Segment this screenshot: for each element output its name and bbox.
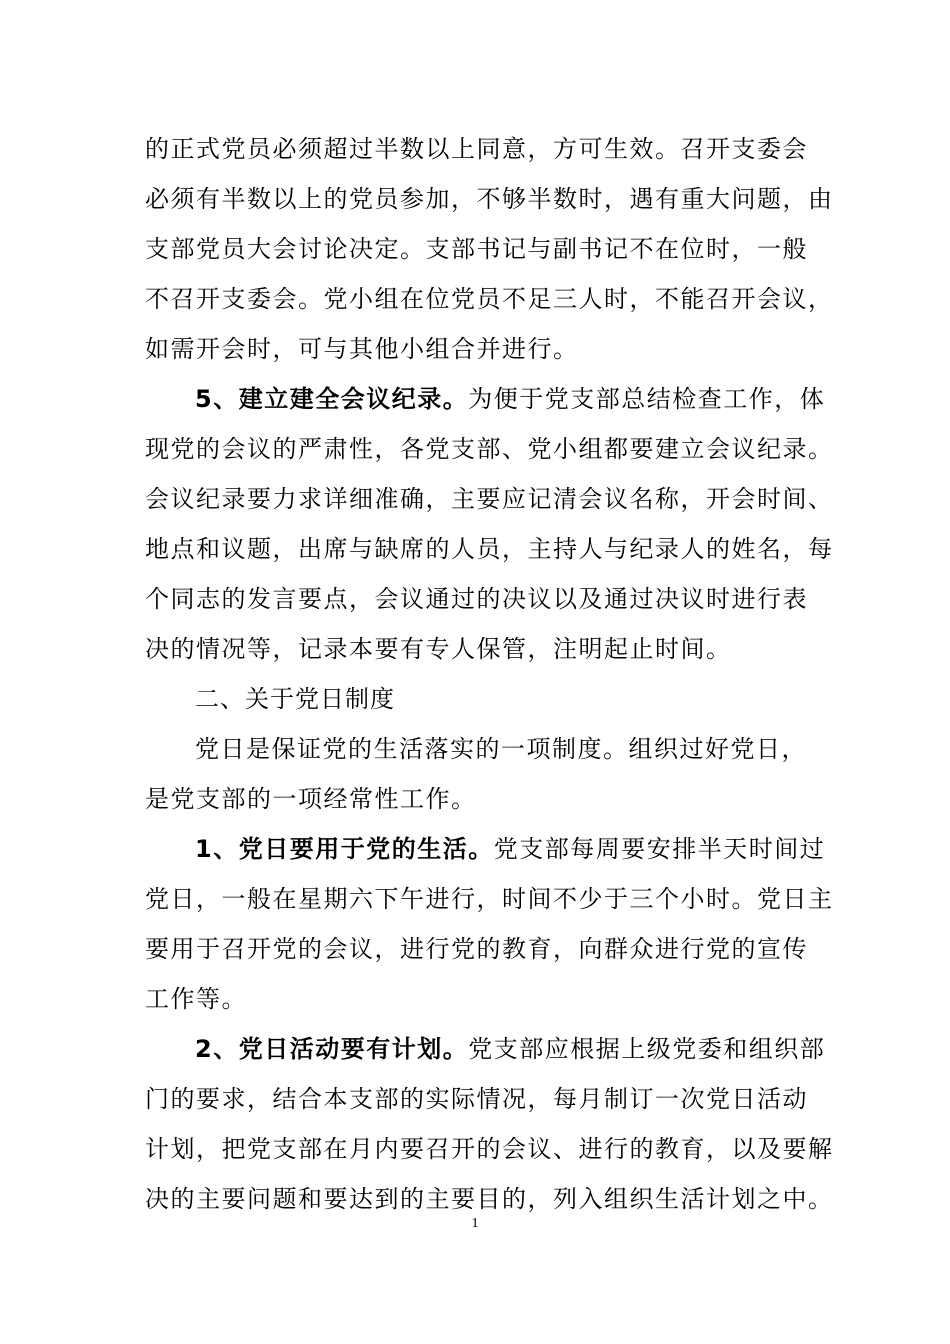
- section5-line: 决的情况等，记录本要有专人保管，注明起止时间。: [145, 635, 732, 663]
- item1-first-line: [195, 833, 825, 865]
- intro-line: 党日是保证党的生活落实的一项制度。组织过好党日，: [195, 735, 807, 763]
- paragraph-line: 支部党员大会讨论决定。支部书记与副书记不在位时，一般: [145, 235, 808, 263]
- item1-line: 工作等。: [145, 985, 247, 1013]
- item2-first-line: [195, 1033, 825, 1065]
- item2-line: 门的要求，结合本支部的实际情况，每月制订一次党日活动: [145, 1085, 808, 1113]
- section5-line: 地点和议题，出席与缺席的人员，主持人与纪录人的姓名，每: [145, 535, 834, 563]
- item2-title: 2、党日活动要有计划。: [195, 1035, 469, 1063]
- paragraph-line: 如需开会时，可与其他小组合并进行。: [145, 335, 579, 363]
- item2-line: 计划，把党支部在月内要召开的会议、进行的教育，以及要解: [145, 1135, 834, 1163]
- section5-line: 个同志的发言要点，会议通过的决议以及通过决议时进行表: [145, 585, 808, 613]
- item2-first-line-rest: 党支部应根据上级党委和组织部: [468, 1035, 826, 1063]
- section5-first-line-rest: 为便于党支部总结检查工作，体: [468, 385, 826, 413]
- intro-line: 是党支部的一项经常性工作。: [145, 785, 477, 813]
- section5-line: 会议纪录要力求详细准确，主要应记清会议名称，开会时间、: [145, 485, 834, 513]
- item2-line: 决的主要问题和要达到的主要目的，列入组织生活计划之中。: [145, 1185, 834, 1213]
- section5-first-line: [195, 383, 825, 415]
- item1-line: 党日，一般在星期六下午进行，时间不少于三个小时。党日主: [145, 885, 834, 913]
- item1-title: 1、党日要用于党的生活。: [195, 835, 494, 863]
- paragraph-line: 必须有半数以上的党员参加，不够半数时，遇有重大问题，由: [145, 185, 834, 213]
- paragraph-line: 的正式党员必须超过半数以上同意，方可生效。召开支委会: [145, 135, 808, 163]
- section5-line: 现党的会议的严肃性，各党支部、党小组都要建立会议纪录。: [145, 435, 834, 463]
- item1-line: 要用于召开党的会议，进行党的教育，向群众进行党的宣传: [145, 935, 808, 963]
- item1-first-line-rest: 党支部每周要安排半天时间过: [493, 835, 826, 863]
- section5-title: 5、建立建全会议纪录。: [195, 385, 469, 413]
- paragraph-line: 不召开支委会。党小组在位党员不足三人时，不能召开会议，: [145, 285, 834, 313]
- section-heading: 二、关于党日制度: [195, 685, 395, 713]
- page-number: 1: [471, 1216, 479, 1231]
